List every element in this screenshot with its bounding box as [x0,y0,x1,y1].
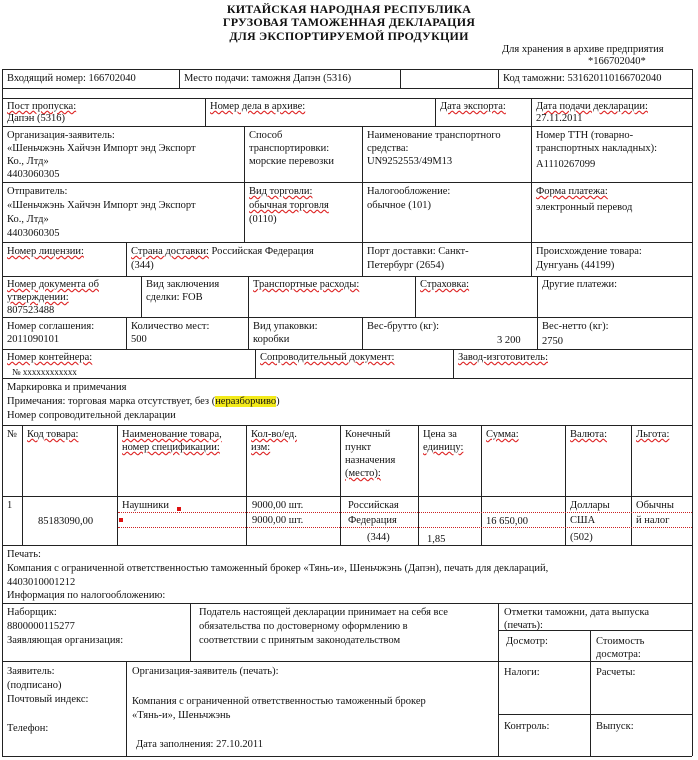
insurance-label: Страховка: [420,279,470,290]
col-name-1: Наименование товара, [122,429,222,440]
vehicle-label-1: Наименование транспортного [367,130,501,141]
sender-code: 4403060305 [7,228,60,239]
rule [248,317,249,349]
rule [531,126,532,242]
port-value-2: Петербург (2654) [367,260,445,271]
postal-label: Почтовый индекс: [7,694,89,705]
rule [498,714,692,715]
customs-marks-1: Отметки таможни, дата выпуска [504,607,650,618]
manufacturer-label: Завод-изготовитель: [458,352,548,363]
incoming-number: Входящий номер: 166702040 [7,73,136,84]
marking-label: Маркировка и примечания [7,382,127,393]
org-stamp-2: «Тянь-и», Шеньчжэнь [132,710,231,721]
goods-row-sum: 16 650,00 [486,516,528,527]
statement-3: соответствии с принятым законодательством [199,635,401,646]
col-dest-1: Конечный [345,429,391,440]
dotted-guide [118,527,692,528]
packing-value: коробки [253,334,290,345]
trade-label: Вид торговли: [249,186,313,197]
col-dest-2: пункт [345,442,372,453]
stamp-label: Печать: [7,549,41,560]
rule [362,317,363,349]
rule [537,276,538,317]
net-label: Вес-нетто (кг): [542,321,609,332]
applicant-sign-1: Заявитель: [7,666,55,677]
rule-top [2,69,692,70]
export-date-label: Дата экспорта: [440,101,506,112]
goods-row-name: Наушники [122,500,170,511]
taxes-label: Налоги: [504,667,540,678]
ttn-label-1: Номер ТТН (товарно- [536,130,634,141]
inspection-label: Досмотр: [506,636,548,647]
fill-date: Дата заполнения: 27.10.2011 [136,739,263,750]
applicant-code: 4403060305 [7,169,60,180]
places-value: 500 [131,334,147,345]
rule-right [692,69,693,756]
sender-value-1: «Шеньчжэнь Хайчэн Импорт энд Экспорт [7,200,196,211]
sender-value-2: Ко., Лтд» [7,214,49,225]
stamp-text-2: 4403010001212 [7,577,76,588]
goods-row-code: 85183090,00 [38,516,94,527]
payment-label: Форма платежа: [536,186,608,197]
rule [205,98,206,126]
approval-label-1: Номер документа об [7,279,99,290]
goods-row-currency-1: Доллары [570,500,610,511]
rule [2,126,692,127]
goods-row-benefit-1: Обычны [636,500,674,511]
applicant-label: Организация-заявитель: [7,130,115,141]
rule [590,630,591,661]
title-line-3: ДЛЯ ЭКСПОРТИРУЕМОЙ ПРОДУКЦИИ [229,29,469,43]
rule [2,661,692,662]
goods-row-currency-2: США [570,515,596,526]
stamp-text-1: Компания с ограниченной ответственностью таможенный брокер «Тянь-и», Шеньчжэнь (Дапэн), печать для деклараций, [7,563,549,574]
rule [2,378,692,379]
gross-label: Вес-брутто (кг): [367,321,440,332]
accompanying-declaration-label: Номер сопроводительной декларации [7,410,176,421]
col-dest-3: назначения [345,455,396,466]
rule [435,98,436,126]
rule [531,242,532,276]
applicant-sign-2: (подписано) [7,680,62,691]
accompanying-doc-label: Сопроводительный документ: [260,352,395,363]
customs-code: Код таможни: 531620110166702040 [503,73,662,84]
conclusion-label: Вид заключения [146,279,220,290]
archive-number: *166702040* [588,56,646,67]
rule [248,276,249,317]
port-line-1 [367,246,469,259]
statement-1: Податель настоящей декларации принимает на себя все [199,607,448,618]
error-marker-icon [119,518,123,522]
col-benefit: Льгота: [636,429,670,440]
license-label: Номер лицензии: [7,246,84,257]
country-line-1 [131,246,314,259]
rule [190,603,191,661]
rule [2,603,692,604]
container-label: Номер контейнера: [7,352,93,363]
net-value: 2750 [542,336,563,347]
ttn-label-2: транспортных накладных): [536,143,657,154]
rule [362,242,363,276]
rule [400,69,401,88]
other-payments-label: Другие платежи: [542,279,618,290]
title-line-1: КИТАЙСКАЯ НАРОДНАЯ РЕСПУБЛИКА [226,2,472,16]
rule [531,98,532,126]
rule [2,545,692,546]
col-sum: Сумма: [486,429,519,440]
declaring-org-label: Заявляющая организация: [7,635,124,646]
col-price-2: единицу: [423,442,464,453]
goods-row-no: 1 [7,500,13,511]
applicant-value-2: Ко., Лтд» [7,156,49,167]
notes-prefix: Примечания: торговая марка отсутствует, без ( [7,396,216,407]
col-name-2: номер спецификации: [122,442,220,453]
tax-label: Налогообложение: [367,186,451,197]
vehicle-label-2: средства: [367,143,409,154]
trade-value-2: (0110) [249,214,277,225]
col-no: № [7,429,18,440]
release-label: Выпуск: [596,721,634,732]
transport-mode-3: морские перевозки [249,156,335,167]
ttn-value: A1110267099 [536,159,596,170]
goods-row-dest-2: Федерация [348,515,397,526]
rule [141,276,142,317]
post-value: Дапэн (5316) [7,113,66,124]
rule-left [2,69,3,756]
country-label: Страна доставки: [131,246,209,257]
rule [126,317,127,349]
approval-label-2: утверждении: [7,292,69,303]
goods-row-qty-2: 9000,00 шт. [252,515,304,526]
rule [2,425,692,426]
rule [2,276,692,277]
transport-mode-1: Способ [249,130,283,141]
goods-row-benefit-2: й налог [636,515,670,526]
rule [179,69,180,88]
gross-value: 3 200 [497,335,521,346]
rule [22,425,23,545]
customs-marks-2: (печать): [504,620,543,631]
rule [2,182,692,183]
packing-label: Вид упаковки: [253,321,318,332]
phone-label: Телефон: [7,723,49,734]
container-value: № xxxxxxxxxxxx [12,367,77,377]
rule [498,603,499,661]
rule [244,126,245,242]
error-marker-icon [177,507,181,511]
rule [2,242,692,243]
places-label: Количество мест: [131,321,210,332]
post-label: Пост пропуска: [7,101,77,112]
col-qty-2: изм: [251,442,271,453]
calculations-label: Расчеты: [596,667,636,678]
vehicle-value: UN9252553/49M13 [367,156,453,167]
statement-2: обязательства по достоверному оформлению в [199,621,408,632]
rule [255,349,256,378]
filing-date-value: 27.11.2011 [536,113,583,124]
rule [537,317,538,349]
recruiter-label: Наборщик: [7,607,57,618]
rule [362,126,363,242]
origin-value: Дунгуань (44199) [536,260,615,271]
tax-info-label: Информация по налогообложению: [7,590,166,601]
recruiter-value: 8800000115277 [7,621,75,632]
col-price-1: Цена за [423,429,457,440]
agreement-value: 2011090101 [7,334,60,345]
control-label: Контроль: [504,721,550,732]
payment-value: электронный перевод [536,202,633,213]
rule [590,661,591,756]
rule [2,496,692,497]
rule [415,276,416,317]
goods-row-price: 1,85 [427,534,446,545]
submission-place: Место подачи: таможня Дапэн (5316) [184,73,352,84]
inspection-cost-1: Стоимость [596,636,645,647]
rule [126,661,127,756]
org-stamp-label: Организация-заявитель (печать): [132,666,279,677]
rule [498,69,499,88]
rule [2,88,692,89]
org-stamp-1: Компания с ограниченной ответственностью таможенный брокер [132,696,426,707]
title-line-2: ГРУЗОВАЯ ТАМОЖЕННАЯ ДЕКЛАРАЦИЯ [222,15,476,29]
tax-value: обычное (101) [367,200,431,211]
country-value-1: Российская Федерация [211,246,314,257]
notes-line [7,396,280,409]
col-dest-4: (место): [345,468,381,479]
rule [126,242,127,276]
archive-case-label: Номер дела в архиве: [210,101,306,112]
country-value-2: (344) [131,260,154,271]
rule [2,349,692,350]
col-qty-1: Кол-во/ед. [251,429,297,440]
notes-highlight: неразборчиво [215,396,277,407]
rule-bottom [2,756,692,757]
goods-row-dest-1: Российская [348,500,399,511]
conclusion-value: сделки: FOB [146,292,203,303]
notes-suffix: ) [276,396,280,407]
goods-row-dest-3: (344) [367,532,390,543]
approval-value: 807523488 [7,305,55,316]
col-currency: Валюта: [570,429,607,440]
rule [2,98,692,99]
goods-row-currency-3: (502) [570,532,593,543]
port-label: Порт доставки: [367,246,436,257]
trade-value-1: обычная торговля [249,200,329,211]
rule [498,661,499,756]
rule [453,349,454,378]
col-code: Код товара: [27,429,79,440]
filing-date-label: Дата подачи декларации: [536,101,648,112]
archive-label: Для хранения в архиве предприятия [502,44,664,55]
sender-label: Отправитель: [7,186,68,197]
agreement-label: Номер соглашения: [7,321,95,332]
port-value-1: Санкт- [438,246,469,257]
applicant-value-1: «Шеньчжэнь Хайчэн Импорт энд Экспорт [7,143,196,154]
rule [2,317,692,318]
transport-costs-label: Транспортные расходы: [253,279,360,290]
transport-mode-2: транспортировки: [249,143,330,154]
inspection-cost-2: досмотра: [596,649,641,660]
origin-label: Происхождение товара: [536,246,642,257]
goods-row-qty-1: 9000,00 шт. [252,500,304,511]
